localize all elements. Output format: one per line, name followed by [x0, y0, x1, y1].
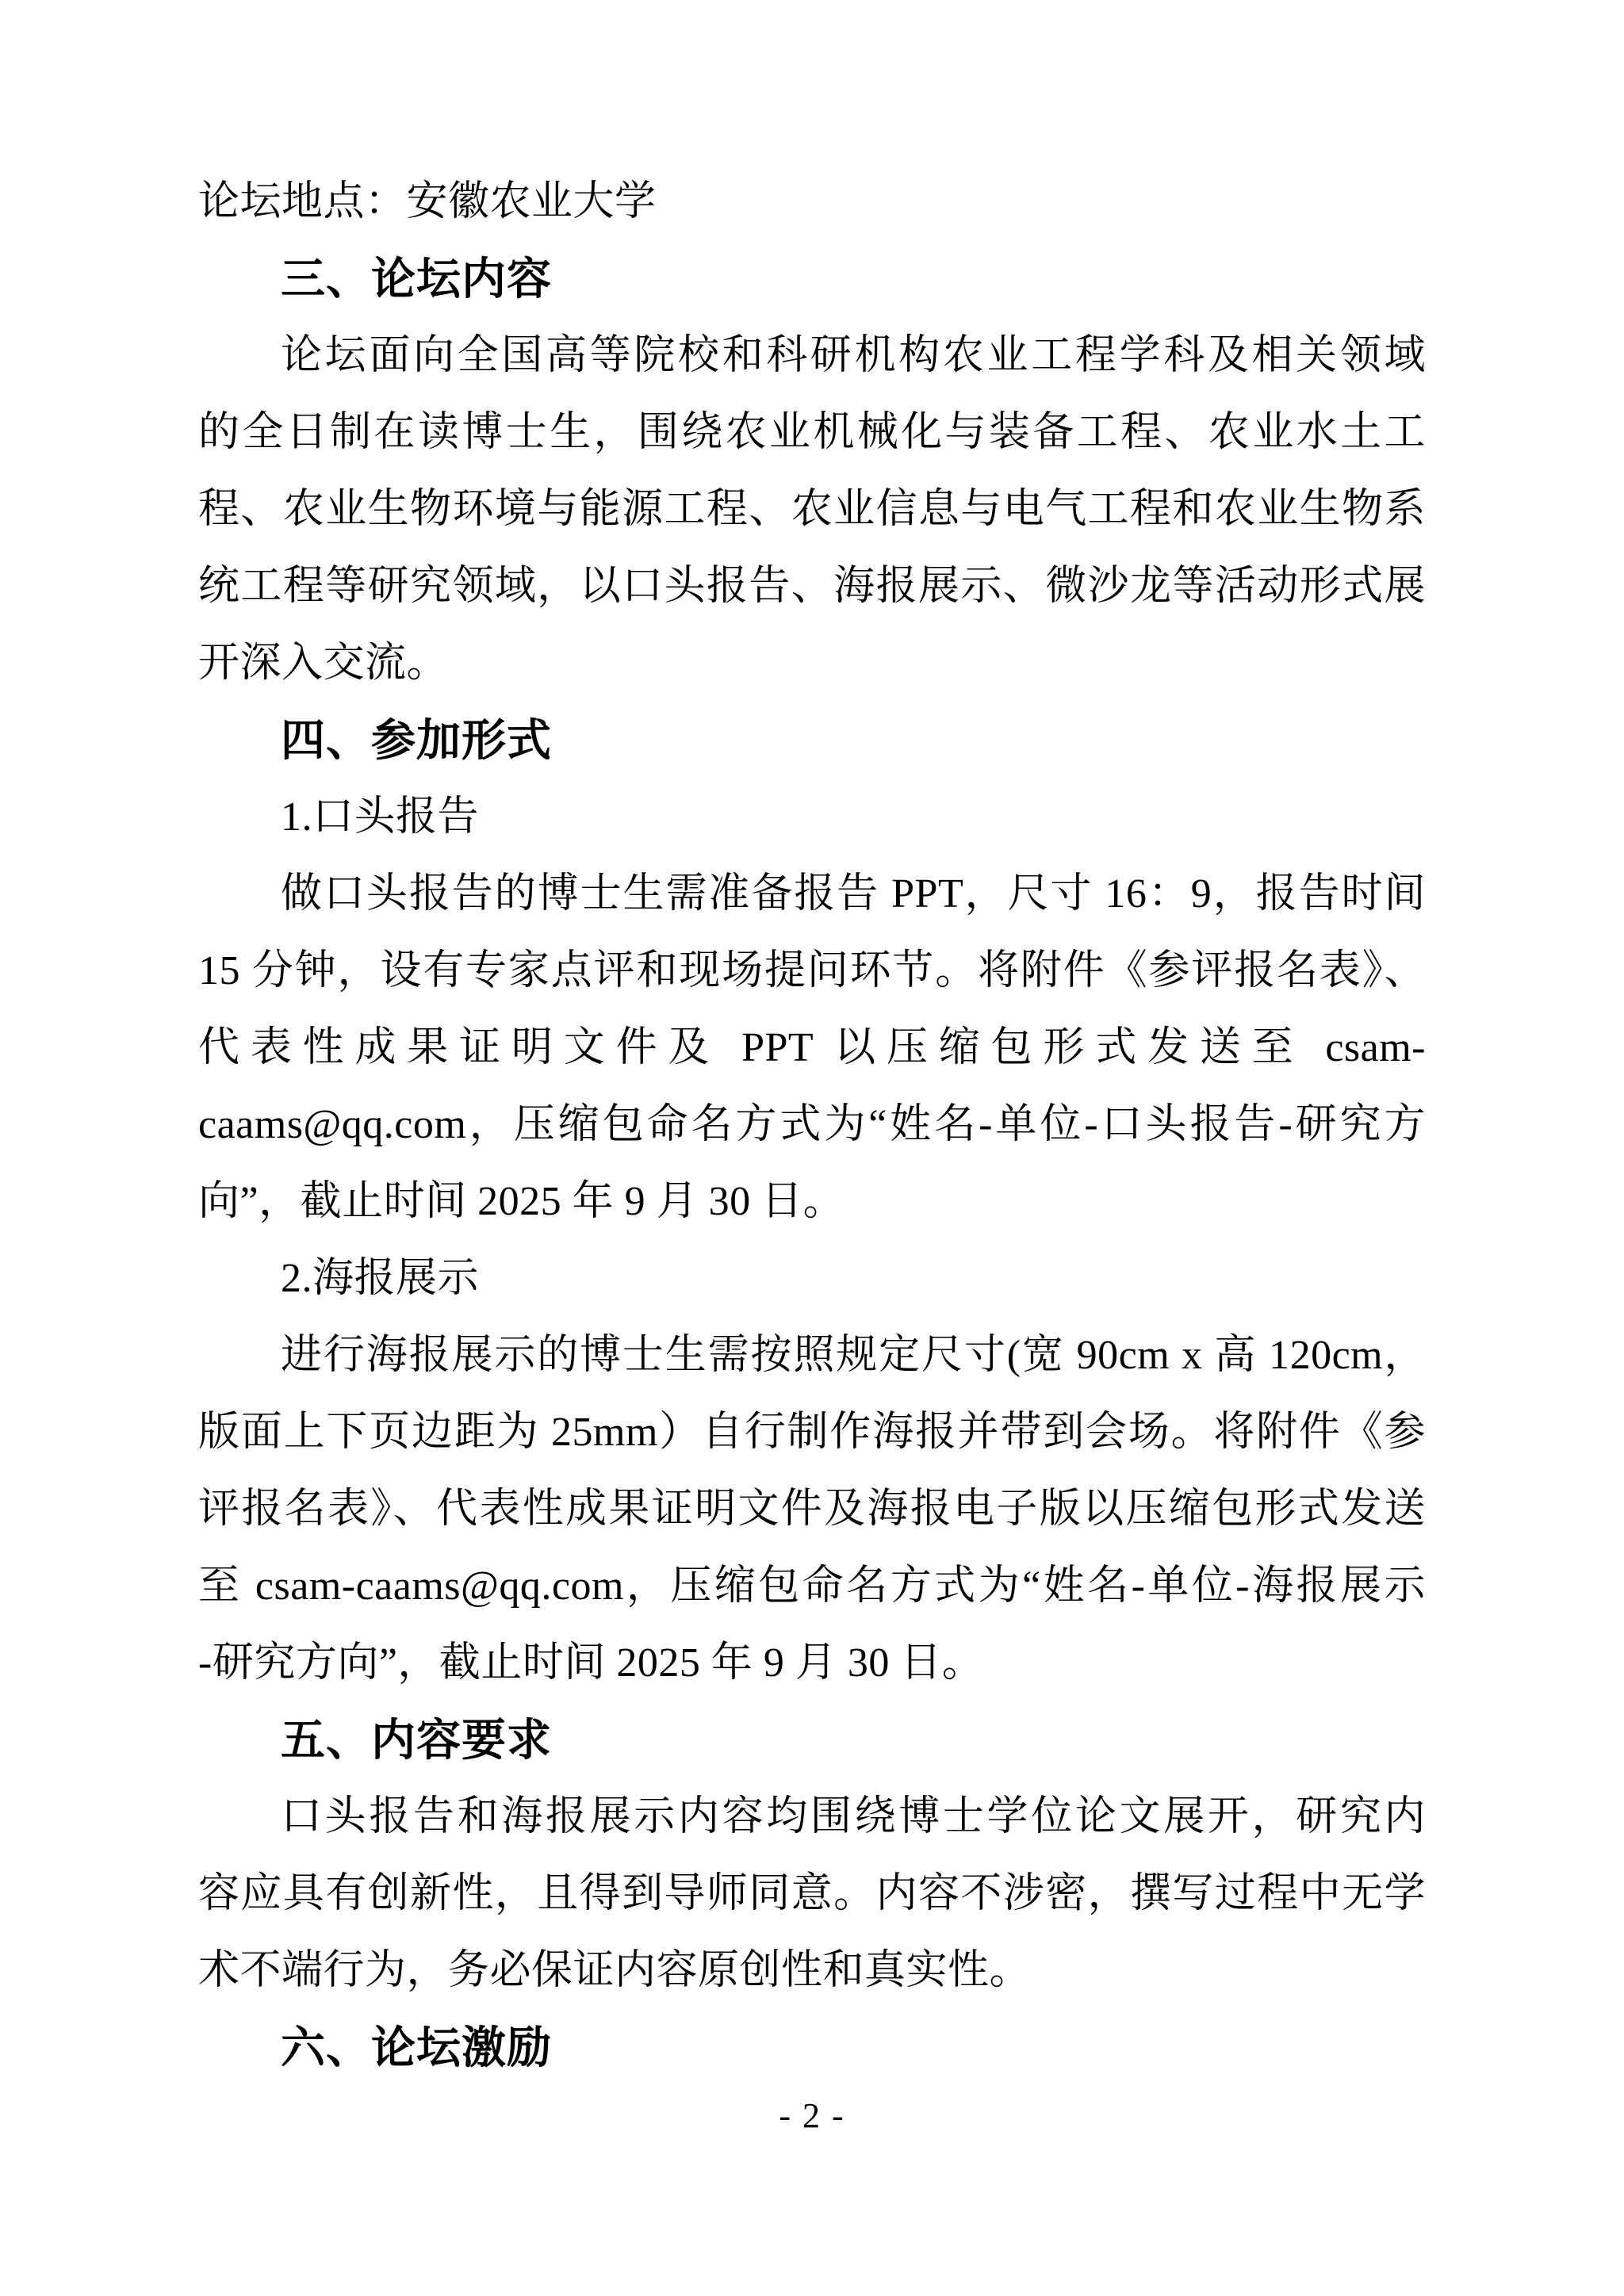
venue-line: 论坛地点：安徽农业大学 [198, 179, 657, 224]
heading-participation-format: 四、参加形式 [281, 715, 552, 765]
content-requirements-line-3: 术不端行为，务必保证内容原创性和真实性。 [198, 1948, 1032, 1993]
poster-line-4: 至 csam-caams@qq.com，压缩包命名方式为“姓名-单位-海报展示 [198, 1563, 1426, 1609]
poster-line-3: 评报名表》、代表性成果证明文件及海报电子版以压缩包形式发送 [198, 1487, 1426, 1532]
heading-content-requirements: 五、内容要求 [281, 1715, 552, 1765]
forum-content-line-3: 程、农业生物环境与能源工程、农业信息与电气工程和农业生物系 [198, 487, 1426, 532]
heading-forum-incentives: 六、论坛激励 [281, 2022, 552, 2072]
forum-content-line-5: 开深入交流。 [198, 641, 449, 686]
poster-line-5: -研究方向”，截止时间 2025 年 9 月 30 日。 [198, 1640, 984, 1686]
document-body [198, 163, 1426, 2086]
oral-report-line-3: 代表性成果证明文件及 PPT 以压缩包形式发送至 csam- [198, 1025, 1426, 1070]
poster-line-2: 版面上下页边距为 25mm）自行制作海报并带到会场。将附件《参 [198, 1410, 1426, 1455]
forum-content-line-1: 论坛面向全国高等院校和科研机构农业工程学科及相关领域 [281, 333, 1426, 378]
oral-report-line-5: 向”，截止时间 2025 年 9 月 30 日。 [198, 1179, 845, 1224]
page-number: - 2 - [779, 2096, 845, 2135]
forum-content-line-4: 统工程等研究领域，以口头报告、海报展示、微沙龙等活动形式展 [198, 564, 1426, 609]
heading-forum-content: 三、论坛内容 [281, 254, 552, 304]
forum-content-line-2: 的全日制在读博士生，围绕农业机械化与装备工程、农业水土工 [198, 410, 1426, 455]
content-requirements-line-1: 口头报告和海报展示内容均围绕博士学位论文展开，研究内 [281, 1794, 1426, 1839]
oral-report-line-2: 15 分钟，设有专家点评和现场提问环节。将附件《参评报名表》、 [198, 948, 1426, 993]
oral-report-subheading: 1.口头报告 [281, 794, 480, 840]
oral-report-line-4: caams@qq.com，压缩包命名方式为“姓名-单位-口头报告-研究方 [198, 1102, 1426, 1147]
poster-line-1: 进行海报展示的博士生需按照规定尺寸(宽 90cm x 高 120cm， [281, 1333, 1426, 1378]
oral-report-line-1: 做口头报告的博士生需准备报告 PPT，尺寸 16：9，报告时间 [281, 871, 1426, 916]
poster-subheading: 2.海报展示 [281, 1256, 480, 1301]
content-requirements-line-2: 容应具有创新性，且得到导师同意。内容不涉密，撰写过程中无学 [198, 1871, 1426, 1916]
